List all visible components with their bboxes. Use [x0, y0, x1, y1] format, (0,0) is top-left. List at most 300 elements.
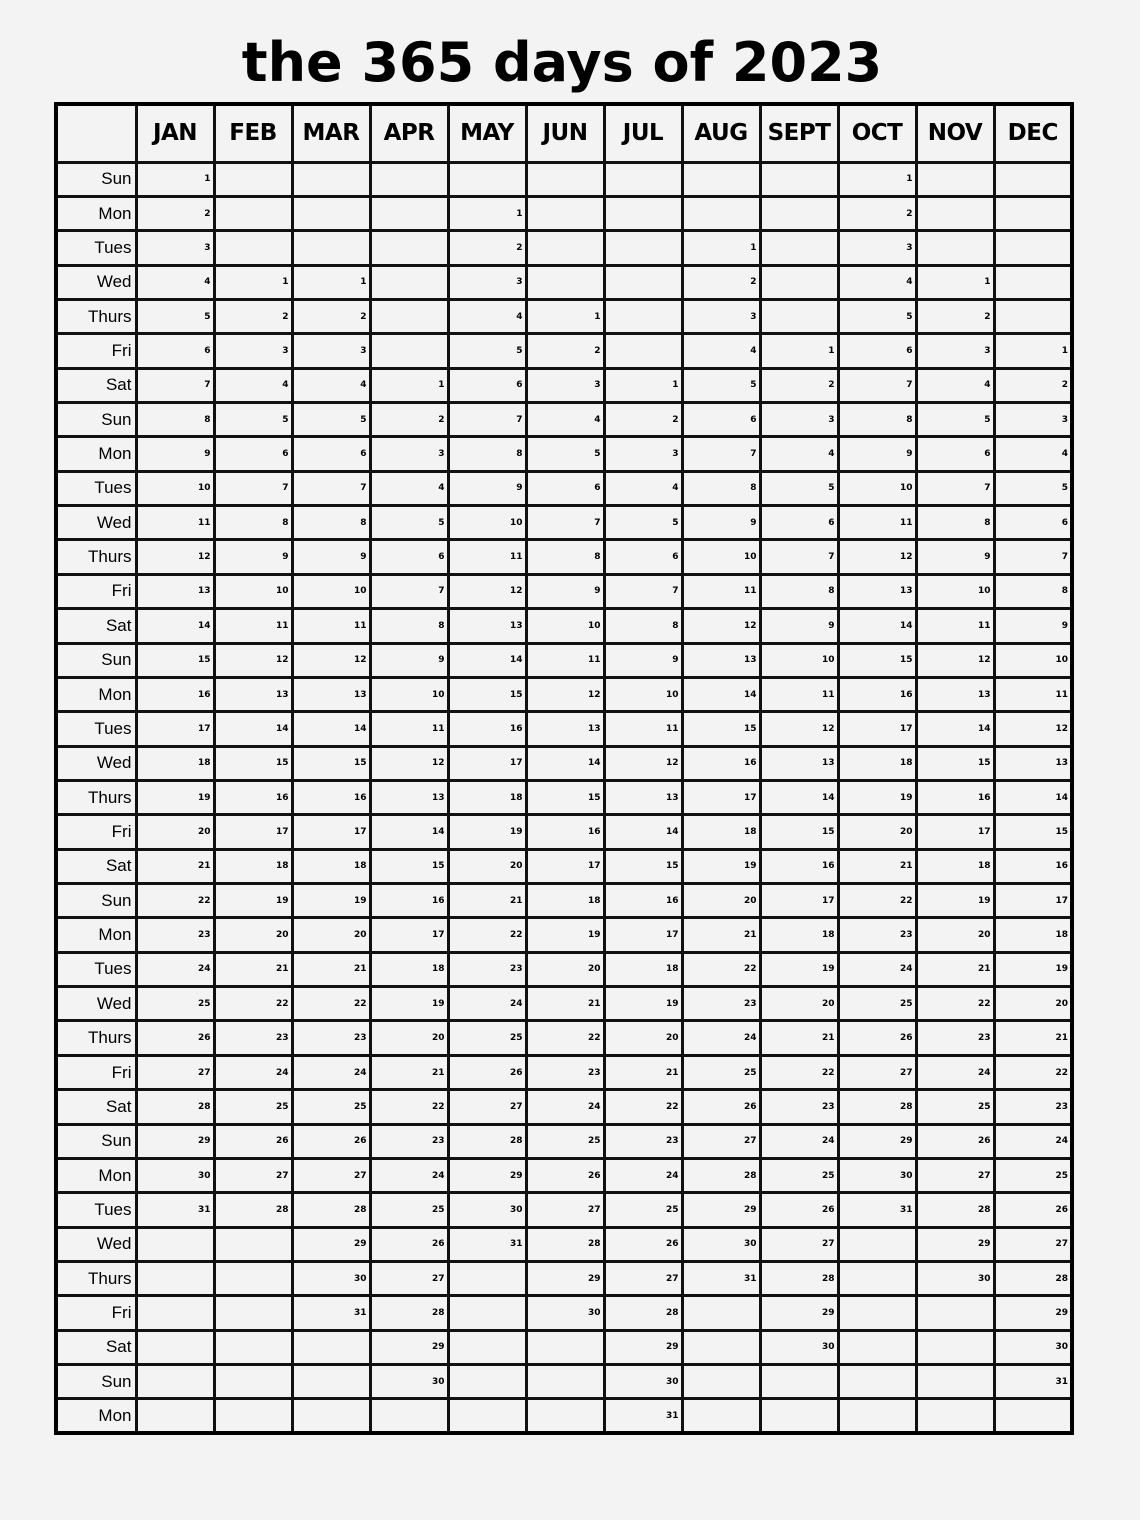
date-cell-aug[interactable]: 30	[682, 1227, 760, 1261]
date-cell-aug[interactable]: 1	[682, 231, 760, 265]
date-cell-jan[interactable]: 29	[136, 1124, 214, 1158]
date-cell-may[interactable]: 19	[448, 815, 526, 849]
date-cell-feb[interactable]: 12	[214, 643, 292, 677]
date-cell-apr[interactable]: 9	[370, 643, 448, 677]
date-cell-jul[interactable]: 11	[604, 712, 682, 746]
date-cell-jul[interactable]: 12	[604, 746, 682, 780]
date-cell-dec[interactable]: 23	[994, 1090, 1072, 1124]
date-cell-sept[interactable]: 8	[760, 574, 838, 608]
date-cell-jan[interactable]: 30	[136, 1158, 214, 1192]
date-cell-jun[interactable]: 20	[526, 952, 604, 986]
date-cell-jun[interactable]: 7	[526, 506, 604, 540]
date-cell-oct[interactable]: 6	[838, 334, 916, 368]
date-cell-jan[interactable]: 22	[136, 884, 214, 918]
date-cell-feb[interactable]: 16	[214, 780, 292, 814]
date-cell-feb[interactable]: 1	[214, 265, 292, 299]
date-cell-sept[interactable]: 15	[760, 815, 838, 849]
date-cell-may[interactable]: 12	[448, 574, 526, 608]
date-cell-jul[interactable]: 26	[604, 1227, 682, 1261]
date-cell-apr[interactable]: 24	[370, 1158, 448, 1192]
date-cell-mar[interactable]: 16	[292, 780, 370, 814]
date-cell-may[interactable]: 15	[448, 677, 526, 711]
date-cell-may[interactable]: 17	[448, 746, 526, 780]
date-cell-nov[interactable]: 11	[916, 609, 994, 643]
date-cell-feb[interactable]	[214, 1399, 292, 1433]
date-cell-jun[interactable]: 29	[526, 1262, 604, 1296]
date-cell-may[interactable]: 13	[448, 609, 526, 643]
date-cell-aug[interactable]: 16	[682, 746, 760, 780]
date-cell-mar[interactable]: 7	[292, 471, 370, 505]
date-cell-may[interactable]: 1	[448, 196, 526, 230]
date-cell-may[interactable]	[448, 1330, 526, 1364]
date-cell-may[interactable]: 9	[448, 471, 526, 505]
date-cell-aug[interactable]: 5	[682, 368, 760, 402]
date-cell-dec[interactable]: 19	[994, 952, 1072, 986]
date-cell-aug[interactable]: 3	[682, 299, 760, 333]
date-cell-jul[interactable]: 7	[604, 574, 682, 608]
date-cell-nov[interactable]: 16	[916, 780, 994, 814]
date-cell-nov[interactable]: 12	[916, 643, 994, 677]
date-cell-feb[interactable]	[214, 1262, 292, 1296]
date-cell-feb[interactable]	[214, 1296, 292, 1330]
date-cell-feb[interactable]	[214, 162, 292, 196]
date-cell-jun[interactable]	[526, 231, 604, 265]
date-cell-dec[interactable]: 9	[994, 609, 1072, 643]
date-cell-apr[interactable]: 30	[370, 1365, 448, 1399]
date-cell-may[interactable]: 16	[448, 712, 526, 746]
date-cell-dec[interactable]: 3	[994, 403, 1072, 437]
date-cell-sept[interactable]	[760, 162, 838, 196]
date-cell-may[interactable]: 6	[448, 368, 526, 402]
date-cell-mar[interactable]: 24	[292, 1055, 370, 1089]
date-cell-jan[interactable]	[136, 1296, 214, 1330]
date-cell-jan[interactable]: 10	[136, 471, 214, 505]
date-cell-aug[interactable]	[682, 1296, 760, 1330]
date-cell-jan[interactable]: 25	[136, 987, 214, 1021]
date-cell-nov[interactable]: 26	[916, 1124, 994, 1158]
date-cell-jun[interactable]	[526, 1399, 604, 1433]
date-cell-aug[interactable]: 2	[682, 265, 760, 299]
date-cell-aug[interactable]: 18	[682, 815, 760, 849]
date-cell-feb[interactable]	[214, 231, 292, 265]
date-cell-jan[interactable]: 18	[136, 746, 214, 780]
date-cell-mar[interactable]: 30	[292, 1262, 370, 1296]
date-cell-jan[interactable]	[136, 1227, 214, 1261]
date-cell-dec[interactable]: 13	[994, 746, 1072, 780]
date-cell-apr[interactable]	[370, 334, 448, 368]
date-cell-mar[interactable]: 27	[292, 1158, 370, 1192]
date-cell-dec[interactable]: 8	[994, 574, 1072, 608]
date-cell-oct[interactable]: 27	[838, 1055, 916, 1089]
date-cell-sept[interactable]: 7	[760, 540, 838, 574]
date-cell-jun[interactable]: 30	[526, 1296, 604, 1330]
date-cell-dec[interactable]: 5	[994, 471, 1072, 505]
date-cell-jan[interactable]	[136, 1399, 214, 1433]
date-cell-mar[interactable]: 14	[292, 712, 370, 746]
date-cell-nov[interactable]: 5	[916, 403, 994, 437]
date-cell-dec[interactable]: 16	[994, 849, 1072, 883]
date-cell-jun[interactable]: 5	[526, 437, 604, 471]
date-cell-mar[interactable]: 31	[292, 1296, 370, 1330]
date-cell-jul[interactable]: 8	[604, 609, 682, 643]
date-cell-jan[interactable]: 5	[136, 299, 214, 333]
date-cell-feb[interactable]: 23	[214, 1021, 292, 1055]
date-cell-jul[interactable]: 16	[604, 884, 682, 918]
date-cell-nov[interactable]: 17	[916, 815, 994, 849]
date-cell-mar[interactable]: 18	[292, 849, 370, 883]
date-cell-feb[interactable]: 14	[214, 712, 292, 746]
date-cell-jan[interactable]: 3	[136, 231, 214, 265]
date-cell-jun[interactable]: 14	[526, 746, 604, 780]
date-cell-dec[interactable]: 18	[994, 918, 1072, 952]
date-cell-feb[interactable]: 15	[214, 746, 292, 780]
date-cell-mar[interactable]	[292, 196, 370, 230]
date-cell-may[interactable]	[448, 1296, 526, 1330]
date-cell-aug[interactable]: 24	[682, 1021, 760, 1055]
date-cell-aug[interactable]: 7	[682, 437, 760, 471]
date-cell-sept[interactable]: 29	[760, 1296, 838, 1330]
date-cell-apr[interactable]: 3	[370, 437, 448, 471]
date-cell-jan[interactable]: 20	[136, 815, 214, 849]
date-cell-jan[interactable]: 31	[136, 1193, 214, 1227]
date-cell-dec[interactable]	[994, 196, 1072, 230]
date-cell-apr[interactable]: 12	[370, 746, 448, 780]
date-cell-oct[interactable]: 29	[838, 1124, 916, 1158]
date-cell-dec[interactable]: 12	[994, 712, 1072, 746]
date-cell-may[interactable]: 27	[448, 1090, 526, 1124]
date-cell-nov[interactable]: 15	[916, 746, 994, 780]
date-cell-aug[interactable]: 14	[682, 677, 760, 711]
date-cell-jul[interactable]: 6	[604, 540, 682, 574]
date-cell-jul[interactable]: 10	[604, 677, 682, 711]
date-cell-jun[interactable]: 17	[526, 849, 604, 883]
date-cell-aug[interactable]: 21	[682, 918, 760, 952]
date-cell-nov[interactable]: 22	[916, 987, 994, 1021]
date-cell-sept[interactable]: 6	[760, 506, 838, 540]
date-cell-jun[interactable]: 22	[526, 1021, 604, 1055]
date-cell-jan[interactable]: 28	[136, 1090, 214, 1124]
date-cell-apr[interactable]: 13	[370, 780, 448, 814]
date-cell-feb[interactable]: 27	[214, 1158, 292, 1192]
date-cell-may[interactable]: 18	[448, 780, 526, 814]
date-cell-oct[interactable]: 16	[838, 677, 916, 711]
date-cell-jan[interactable]: 15	[136, 643, 214, 677]
date-cell-jul[interactable]: 2	[604, 403, 682, 437]
date-cell-dec[interactable]: 20	[994, 987, 1072, 1021]
date-cell-jan[interactable]	[136, 1262, 214, 1296]
date-cell-sept[interactable]	[760, 1365, 838, 1399]
date-cell-oct[interactable]	[838, 1262, 916, 1296]
date-cell-feb[interactable]: 21	[214, 952, 292, 986]
date-cell-jan[interactable]: 2	[136, 196, 214, 230]
date-cell-oct[interactable]	[838, 1399, 916, 1433]
date-cell-sept[interactable]: 28	[760, 1262, 838, 1296]
date-cell-nov[interactable]: 18	[916, 849, 994, 883]
date-cell-feb[interactable]: 26	[214, 1124, 292, 1158]
date-cell-dec[interactable]: 25	[994, 1158, 1072, 1192]
date-cell-oct[interactable]	[838, 1296, 916, 1330]
date-cell-nov[interactable]: 19	[916, 884, 994, 918]
date-cell-apr[interactable]: 8	[370, 609, 448, 643]
date-cell-may[interactable]: 30	[448, 1193, 526, 1227]
date-cell-sept[interactable]: 9	[760, 609, 838, 643]
date-cell-jun[interactable]	[526, 196, 604, 230]
date-cell-jun[interactable]: 4	[526, 403, 604, 437]
date-cell-dec[interactable]: 29	[994, 1296, 1072, 1330]
date-cell-apr[interactable]: 14	[370, 815, 448, 849]
date-cell-nov[interactable]	[916, 162, 994, 196]
date-cell-oct[interactable]: 8	[838, 403, 916, 437]
date-cell-oct[interactable]: 13	[838, 574, 916, 608]
date-cell-sept[interactable]	[760, 231, 838, 265]
date-cell-oct[interactable]: 2	[838, 196, 916, 230]
date-cell-jul[interactable]: 17	[604, 918, 682, 952]
date-cell-nov[interactable]: 8	[916, 506, 994, 540]
date-cell-apr[interactable]: 4	[370, 471, 448, 505]
date-cell-mar[interactable]: 10	[292, 574, 370, 608]
date-cell-oct[interactable]: 3	[838, 231, 916, 265]
date-cell-jun[interactable]: 21	[526, 987, 604, 1021]
date-cell-aug[interactable]: 25	[682, 1055, 760, 1089]
date-cell-may[interactable]	[448, 1399, 526, 1433]
date-cell-nov[interactable]: 6	[916, 437, 994, 471]
date-cell-oct[interactable]: 28	[838, 1090, 916, 1124]
date-cell-may[interactable]	[448, 162, 526, 196]
date-cell-apr[interactable]: 5	[370, 506, 448, 540]
date-cell-nov[interactable]: 4	[916, 368, 994, 402]
date-cell-jul[interactable]	[604, 265, 682, 299]
date-cell-jan[interactable]	[136, 1365, 214, 1399]
date-cell-jun[interactable]: 27	[526, 1193, 604, 1227]
date-cell-sept[interactable]: 3	[760, 403, 838, 437]
date-cell-feb[interactable]: 22	[214, 987, 292, 1021]
date-cell-nov[interactable]: 20	[916, 918, 994, 952]
date-cell-may[interactable]: 14	[448, 643, 526, 677]
date-cell-dec[interactable]: 27	[994, 1227, 1072, 1261]
date-cell-sept[interactable]	[760, 265, 838, 299]
date-cell-mar[interactable]: 5	[292, 403, 370, 437]
date-cell-nov[interactable]: 23	[916, 1021, 994, 1055]
date-cell-dec[interactable]: 28	[994, 1262, 1072, 1296]
date-cell-jun[interactable]	[526, 162, 604, 196]
date-cell-apr[interactable]	[370, 231, 448, 265]
date-cell-nov[interactable]: 9	[916, 540, 994, 574]
date-cell-may[interactable]: 20	[448, 849, 526, 883]
date-cell-aug[interactable]: 6	[682, 403, 760, 437]
date-cell-may[interactable]	[448, 1262, 526, 1296]
date-cell-jun[interactable]: 6	[526, 471, 604, 505]
date-cell-aug[interactable]: 17	[682, 780, 760, 814]
date-cell-jul[interactable]: 4	[604, 471, 682, 505]
date-cell-jun[interactable]: 10	[526, 609, 604, 643]
date-cell-oct[interactable]	[838, 1227, 916, 1261]
date-cell-aug[interactable]	[682, 162, 760, 196]
date-cell-may[interactable]: 5	[448, 334, 526, 368]
date-cell-jul[interactable]: 14	[604, 815, 682, 849]
date-cell-jul[interactable]: 18	[604, 952, 682, 986]
date-cell-mar[interactable]: 26	[292, 1124, 370, 1158]
date-cell-jan[interactable]: 7	[136, 368, 214, 402]
date-cell-apr[interactable]	[370, 162, 448, 196]
date-cell-sept[interactable]: 14	[760, 780, 838, 814]
date-cell-jan[interactable]: 13	[136, 574, 214, 608]
date-cell-oct[interactable]: 21	[838, 849, 916, 883]
date-cell-nov[interactable]	[916, 196, 994, 230]
date-cell-jun[interactable]: 18	[526, 884, 604, 918]
date-cell-oct[interactable]: 23	[838, 918, 916, 952]
date-cell-mar[interactable]: 15	[292, 746, 370, 780]
date-cell-jan[interactable]: 9	[136, 437, 214, 471]
date-cell-nov[interactable]: 3	[916, 334, 994, 368]
date-cell-jan[interactable]: 19	[136, 780, 214, 814]
date-cell-jan[interactable]: 14	[136, 609, 214, 643]
date-cell-mar[interactable]: 4	[292, 368, 370, 402]
date-cell-aug[interactable]: 29	[682, 1193, 760, 1227]
date-cell-jul[interactable]: 9	[604, 643, 682, 677]
date-cell-nov[interactable]: 21	[916, 952, 994, 986]
date-cell-aug[interactable]	[682, 196, 760, 230]
date-cell-oct[interactable]: 24	[838, 952, 916, 986]
date-cell-jan[interactable]: 21	[136, 849, 214, 883]
date-cell-sept[interactable]: 20	[760, 987, 838, 1021]
date-cell-dec[interactable]: 1	[994, 334, 1072, 368]
date-cell-apr[interactable]: 2	[370, 403, 448, 437]
date-cell-apr[interactable]	[370, 265, 448, 299]
date-cell-oct[interactable]: 12	[838, 540, 916, 574]
date-cell-oct[interactable]: 1	[838, 162, 916, 196]
date-cell-jul[interactable]	[604, 299, 682, 333]
date-cell-oct[interactable]: 31	[838, 1193, 916, 1227]
date-cell-may[interactable]: 22	[448, 918, 526, 952]
date-cell-sept[interactable]: 18	[760, 918, 838, 952]
date-cell-mar[interactable]	[292, 231, 370, 265]
date-cell-jul[interactable]: 30	[604, 1365, 682, 1399]
date-cell-jul[interactable]: 29	[604, 1330, 682, 1364]
date-cell-jul[interactable]	[604, 334, 682, 368]
date-cell-jun[interactable]: 3	[526, 368, 604, 402]
date-cell-apr[interactable]: 6	[370, 540, 448, 574]
date-cell-jun[interactable]: 19	[526, 918, 604, 952]
date-cell-jul[interactable]	[604, 162, 682, 196]
date-cell-jun[interactable]: 16	[526, 815, 604, 849]
date-cell-mar[interactable]: 13	[292, 677, 370, 711]
date-cell-mar[interactable]: 20	[292, 918, 370, 952]
date-cell-sept[interactable]: 13	[760, 746, 838, 780]
date-cell-dec[interactable]: 30	[994, 1330, 1072, 1364]
date-cell-oct[interactable]: 19	[838, 780, 916, 814]
date-cell-mar[interactable]: 25	[292, 1090, 370, 1124]
date-cell-aug[interactable]: 28	[682, 1158, 760, 1192]
date-cell-may[interactable]: 25	[448, 1021, 526, 1055]
date-cell-mar[interactable]	[292, 1365, 370, 1399]
date-cell-apr[interactable]: 10	[370, 677, 448, 711]
date-cell-nov[interactable]	[916, 231, 994, 265]
date-cell-feb[interactable]: 17	[214, 815, 292, 849]
date-cell-may[interactable]: 3	[448, 265, 526, 299]
date-cell-jun[interactable]: 12	[526, 677, 604, 711]
date-cell-mar[interactable]: 3	[292, 334, 370, 368]
date-cell-sept[interactable]: 10	[760, 643, 838, 677]
date-cell-sept[interactable]: 25	[760, 1158, 838, 1192]
date-cell-aug[interactable]: 15	[682, 712, 760, 746]
date-cell-mar[interactable]: 22	[292, 987, 370, 1021]
date-cell-jan[interactable]: 11	[136, 506, 214, 540]
date-cell-apr[interactable]: 26	[370, 1227, 448, 1261]
date-cell-feb[interactable]: 9	[214, 540, 292, 574]
date-cell-oct[interactable]	[838, 1330, 916, 1364]
date-cell-sept[interactable]: 22	[760, 1055, 838, 1089]
date-cell-jun[interactable]	[526, 1330, 604, 1364]
date-cell-sept[interactable]: 24	[760, 1124, 838, 1158]
date-cell-may[interactable]: 28	[448, 1124, 526, 1158]
date-cell-apr[interactable]: 29	[370, 1330, 448, 1364]
date-cell-oct[interactable]: 18	[838, 746, 916, 780]
date-cell-apr[interactable]: 21	[370, 1055, 448, 1089]
date-cell-sept[interactable]: 12	[760, 712, 838, 746]
date-cell-mar[interactable]: 6	[292, 437, 370, 471]
date-cell-feb[interactable]: 25	[214, 1090, 292, 1124]
date-cell-jul[interactable]	[604, 196, 682, 230]
date-cell-aug[interactable]: 4	[682, 334, 760, 368]
date-cell-aug[interactable]	[682, 1330, 760, 1364]
date-cell-jul[interactable]: 19	[604, 987, 682, 1021]
date-cell-mar[interactable]: 29	[292, 1227, 370, 1261]
date-cell-mar[interactable]	[292, 1330, 370, 1364]
date-cell-jun[interactable]: 2	[526, 334, 604, 368]
date-cell-oct[interactable]: 22	[838, 884, 916, 918]
date-cell-nov[interactable]: 10	[916, 574, 994, 608]
date-cell-dec[interactable]: 2	[994, 368, 1072, 402]
date-cell-sept[interactable]: 23	[760, 1090, 838, 1124]
date-cell-aug[interactable]: 19	[682, 849, 760, 883]
date-cell-jun[interactable]: 23	[526, 1055, 604, 1089]
date-cell-jul[interactable]: 20	[604, 1021, 682, 1055]
date-cell-may[interactable]: 10	[448, 506, 526, 540]
date-cell-mar[interactable]: 2	[292, 299, 370, 333]
date-cell-feb[interactable]: 10	[214, 574, 292, 608]
date-cell-mar[interactable]: 19	[292, 884, 370, 918]
date-cell-dec[interactable]: 10	[994, 643, 1072, 677]
date-cell-aug[interactable]: 20	[682, 884, 760, 918]
date-cell-jun[interactable]: 25	[526, 1124, 604, 1158]
date-cell-sept[interactable]: 2	[760, 368, 838, 402]
date-cell-jul[interactable]: 24	[604, 1158, 682, 1192]
date-cell-oct[interactable]: 11	[838, 506, 916, 540]
date-cell-mar[interactable]	[292, 162, 370, 196]
date-cell-may[interactable]: 24	[448, 987, 526, 1021]
date-cell-dec[interactable]: 22	[994, 1055, 1072, 1089]
date-cell-jul[interactable]	[604, 231, 682, 265]
date-cell-sept[interactable]: 27	[760, 1227, 838, 1261]
date-cell-jan[interactable]: 4	[136, 265, 214, 299]
date-cell-feb[interactable]: 11	[214, 609, 292, 643]
date-cell-oct[interactable]: 15	[838, 643, 916, 677]
date-cell-jul[interactable]: 15	[604, 849, 682, 883]
date-cell-sept[interactable]	[760, 299, 838, 333]
date-cell-jan[interactable]: 23	[136, 918, 214, 952]
date-cell-nov[interactable]: 1	[916, 265, 994, 299]
date-cell-sept[interactable]: 19	[760, 952, 838, 986]
date-cell-aug[interactable]: 31	[682, 1262, 760, 1296]
date-cell-nov[interactable]: 29	[916, 1227, 994, 1261]
date-cell-jan[interactable]: 1	[136, 162, 214, 196]
date-cell-may[interactable]: 26	[448, 1055, 526, 1089]
date-cell-dec[interactable]: 15	[994, 815, 1072, 849]
date-cell-oct[interactable]	[838, 1365, 916, 1399]
date-cell-apr[interactable]: 22	[370, 1090, 448, 1124]
date-cell-jan[interactable]	[136, 1330, 214, 1364]
date-cell-apr[interactable]	[370, 196, 448, 230]
